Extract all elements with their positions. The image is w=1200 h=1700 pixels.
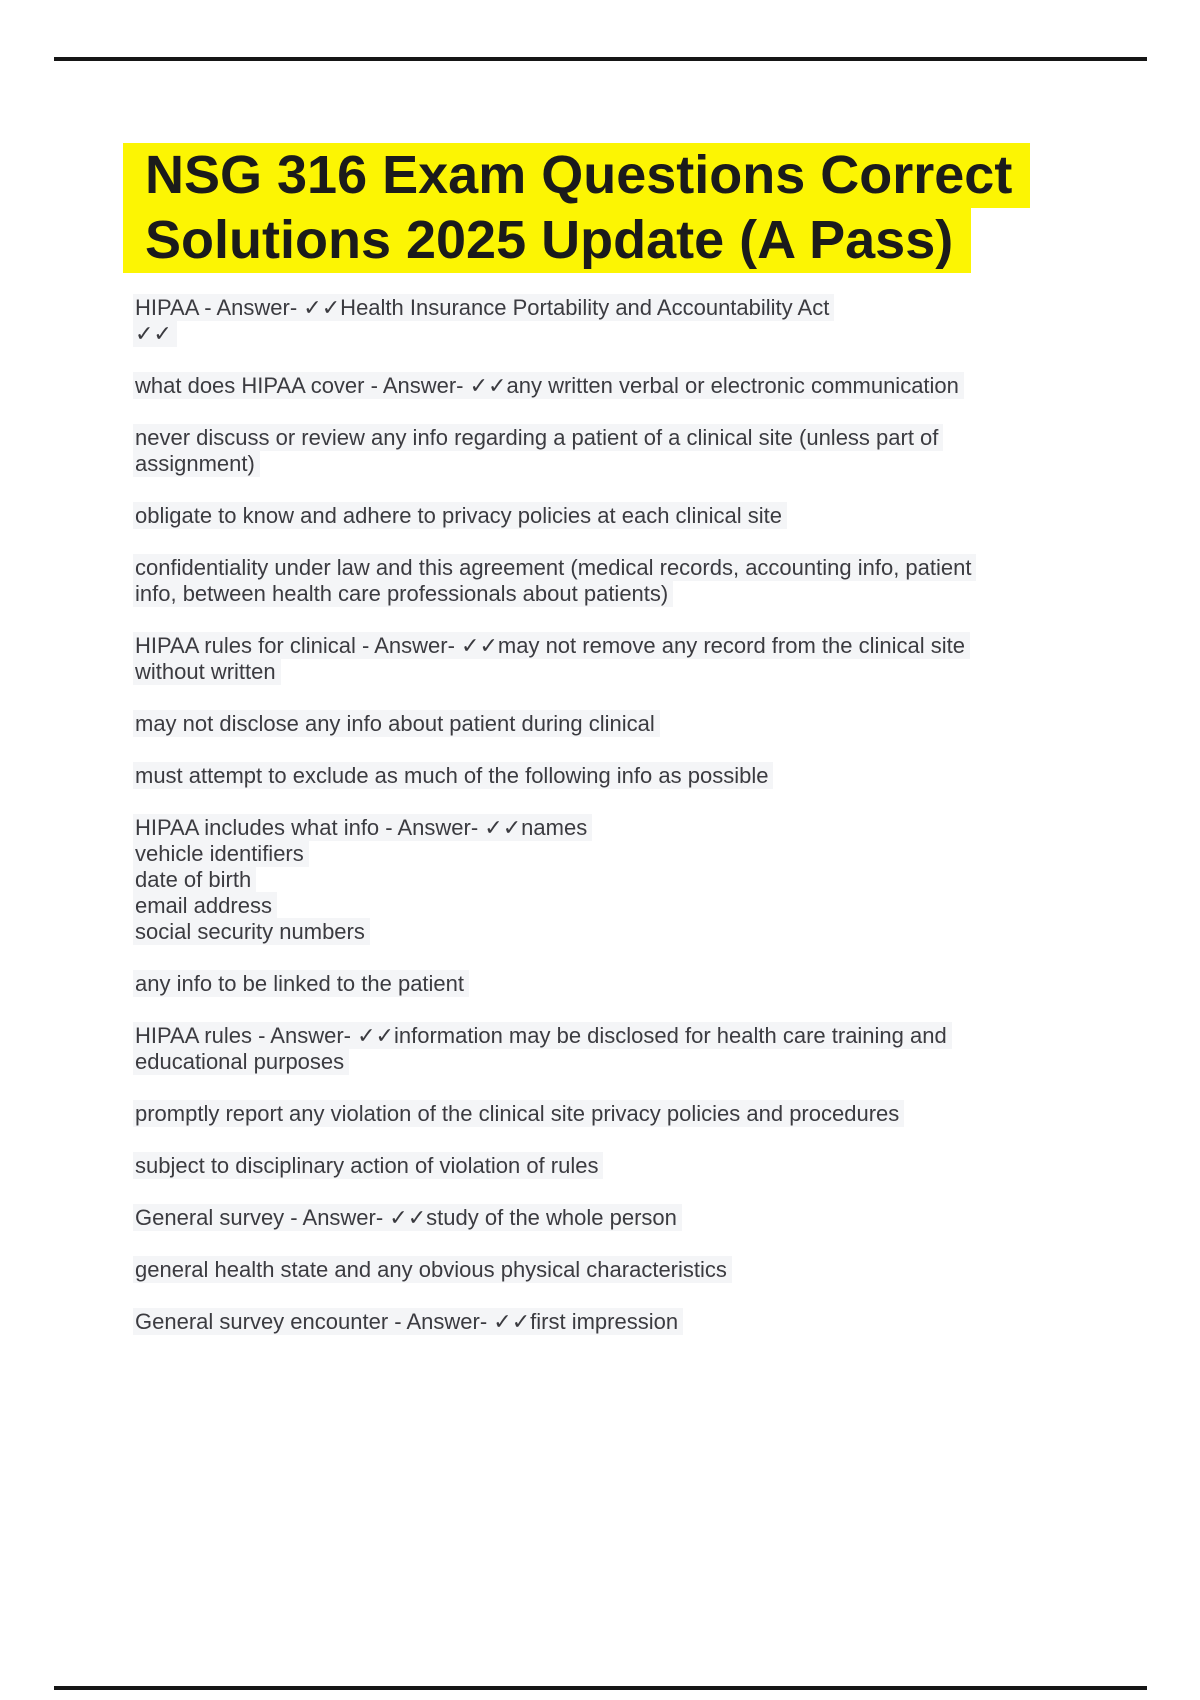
paragraph — [135, 373, 1115, 399]
paragraph — [135, 425, 1115, 477]
paragraph-line: HIPAA includes what info - Answer- ✓✓names — [135, 815, 1115, 841]
paragraph-line: General survey - Answer- ✓✓study of the whole person — [135, 1205, 1115, 1231]
paragraph-line: promptly report any violation of the clinical site privacy policies and procedures — [135, 1101, 1115, 1127]
bottom-horizontal-rule — [54, 1686, 1147, 1690]
document-content — [135, 143, 1115, 1361]
paragraph-line: vehicle identifiers — [135, 841, 1115, 867]
paragraph — [135, 555, 1115, 607]
paragraph — [135, 1153, 1115, 1179]
paragraph-line: confidentiality under law and this agreement (medical records, accounting info, patient — [135, 555, 1115, 581]
paragraph — [135, 633, 1115, 685]
paragraph-line: email address — [135, 893, 1115, 919]
paragraph-line: must attempt to exclude as much of the following info as possible — [135, 763, 1115, 789]
paragraph-line: never discuss or review any info regarding a patient of a clinical site (unless part of — [135, 425, 1115, 451]
paragraph — [135, 503, 1115, 529]
paragraph-line: without written — [135, 659, 1115, 685]
paragraph — [135, 1257, 1115, 1283]
paragraph — [135, 971, 1115, 997]
paragraph-line: subject to disciplinary action of violation of rules — [135, 1153, 1115, 1179]
title-line-2: Solutions 2025 Update (A Pass) — [123, 208, 971, 273]
document-body — [135, 295, 1115, 1335]
paragraph-line: what does HIPAA cover - Answer- ✓✓any written verbal or electronic communication — [135, 373, 1115, 399]
paragraph — [135, 763, 1115, 789]
paragraph-line: educational purposes — [135, 1049, 1115, 1075]
top-horizontal-rule — [54, 57, 1147, 61]
document-title — [123, 143, 1115, 273]
paragraph-line: general health state and any obvious physical characteristics — [135, 1257, 1115, 1283]
paragraph-line: may not disclose any info about patient during clinical — [135, 711, 1115, 737]
paragraph-line: HIPAA - Answer- ✓✓Health Insurance Portability and Accountability Act — [135, 295, 1115, 321]
paragraph-line: obligate to know and adhere to privacy policies at each clinical site — [135, 503, 1115, 529]
paragraph-line: HIPAA rules - Answer- ✓✓information may be disclosed for health care training and — [135, 1023, 1115, 1049]
title-line-1-wrap — [123, 143, 1115, 208]
paragraph-line: date of birth — [135, 867, 1115, 893]
paragraph — [135, 295, 1115, 347]
paragraph-line: ✓✓ — [135, 321, 1115, 347]
paragraph-line: social security numbers — [135, 919, 1115, 945]
paragraph — [135, 1101, 1115, 1127]
paragraph-line: General survey encounter - Answer- ✓✓first impression — [135, 1309, 1115, 1335]
paragraph — [135, 711, 1115, 737]
paragraph-line: any info to be linked to the patient — [135, 971, 1115, 997]
paragraph — [135, 1023, 1115, 1075]
title-line-2-wrap — [123, 208, 1115, 273]
paragraph-line: HIPAA rules for clinical - Answer- ✓✓may not remove any record from the clinical site — [135, 633, 1115, 659]
paragraph — [135, 1309, 1115, 1335]
paragraph-line: assignment) — [135, 451, 1115, 477]
paragraph — [135, 815, 1115, 945]
title-line-1: NSG 316 Exam Questions Correct — [123, 143, 1030, 208]
paragraph — [135, 1205, 1115, 1231]
paragraph-line: info, between health care professionals about patients) — [135, 581, 1115, 607]
